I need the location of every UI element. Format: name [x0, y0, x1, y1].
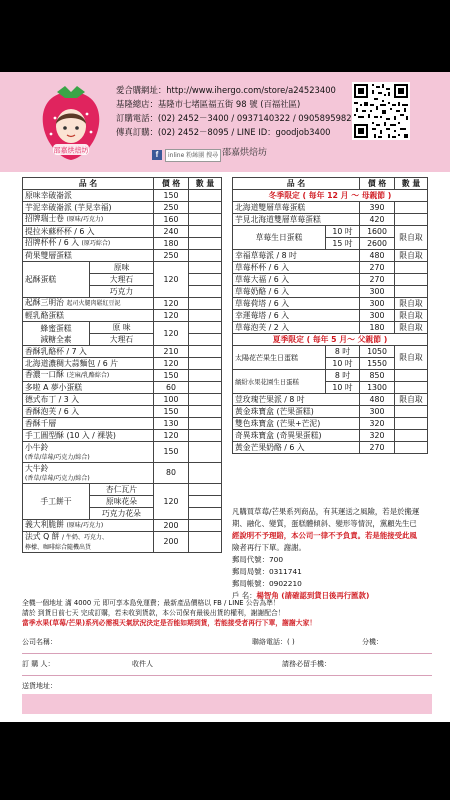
table-row: 北海道濃稠大蒜麵包 / 6 片 120: [23, 358, 222, 370]
phone-line: 訂購電話：(02) 2452－3400 / 0937140322 / 0905895982: [116, 113, 352, 123]
table-row: 芋見北海道雙層草莓蛋糕 420: [233, 214, 428, 226]
qty-cell[interactable]: [189, 382, 222, 394]
table-row: 手工圓型酥 (10 入 / 裸裝) 120: [23, 430, 222, 442]
table-row: 草莓泡芙 / 2 入 180 限自取: [233, 322, 428, 334]
qty-cell[interactable]: [189, 250, 222, 262]
address-field[interactable]: 送貨地址：: [22, 682, 57, 690]
qty-cell[interactable]: [189, 238, 222, 250]
table-row: 10 吋 1300: [233, 382, 428, 394]
account-holder: 楊智角 (請確認到貨日後再行匯款): [256, 591, 370, 600]
website-line: 愛合購網址：http://www.ihergo.com/store/a24523400: [116, 85, 336, 95]
order-form: [22, 632, 432, 698]
post-branch: 郵局局號：0311741: [232, 567, 302, 576]
price-list-sheet: [0, 72, 450, 722]
post-account: 郵局帳號：0902210: [232, 579, 302, 588]
orderer-field[interactable]: 訂 購 人：: [22, 660, 55, 668]
table-row: 手工餅干 杏仁瓦片 120: [23, 484, 222, 496]
qty-cell[interactable]: [395, 214, 428, 226]
table-row: 香酥泡芙 / 6 入 150: [23, 406, 222, 418]
qty-cell[interactable]: [189, 262, 222, 274]
qty-cell[interactable]: [395, 406, 428, 418]
qr-code-icon: [352, 82, 410, 140]
account-holder-label: 戶 名：: [232, 591, 257, 600]
table-row: 草莓生日蛋糕 10 吋 1600 限自取: [233, 226, 428, 238]
qty-cell[interactable]: [189, 370, 222, 382]
table-row: 香酥乳酪杯 / 7 入 210: [23, 346, 222, 358]
table-row: 大牛鈴 (香草/草莓/巧克力/綜合) 80: [23, 463, 222, 484]
table-row: 雙色珠寶盒 (芒果+芒泥) 320: [233, 418, 428, 430]
table-row: 原味花朵: [23, 496, 222, 508]
table-row: 法式 Q 餅 / 牛奶、巧克力、 檸檬、咖啡綜合隨機出貨 200: [23, 532, 222, 553]
qty-cell[interactable]: [189, 298, 222, 310]
qty-cell[interactable]: [395, 442, 428, 454]
table-row: 香酥千層 130: [23, 418, 222, 430]
table-row: 巧克力花朵: [23, 508, 222, 520]
qty-cell[interactable]: [189, 274, 222, 286]
qty-cell[interactable]: [189, 334, 222, 346]
free-shipping-note: 全機一個地址 滿 4000 元 即可享本島免運費；最新產品價格以 FB / LINE 公告為準！: [22, 599, 280, 607]
qty-cell[interactable]: [189, 406, 222, 418]
table-row: 太陽花芒果生日蛋糕 8 吋 1050 限自取: [233, 346, 428, 358]
qty-cell[interactable]: [189, 322, 222, 334]
table-row: 北海道雙層草莓蛋糕 390: [233, 202, 428, 214]
table-row: 大理石: [23, 334, 222, 346]
receiver-field[interactable]: 收件人: [132, 660, 153, 668]
table-row: 提拉米蘇杯杯 / 6 入 240: [23, 226, 222, 238]
table-row: 10 吋 1550: [233, 358, 428, 370]
col-qty-header-right: 數 量: [395, 178, 428, 190]
summer-limited-banner: 夏季限定 ( 每年 5 月～ 父親節 ): [233, 334, 428, 346]
qty-cell[interactable]: [189, 394, 222, 406]
table-row: 草莓大福 / 6 入 270: [233, 274, 428, 286]
col-qty-header: 數 量: [189, 178, 222, 190]
col-price-header-right: 價 格: [360, 178, 395, 190]
post-code: 郵局代號：700: [232, 555, 284, 564]
shop-name: 邵嘉烘焙坊: [222, 148, 268, 158]
header-banner: [0, 72, 450, 172]
fax-line: 傳真訂購：(02) 2452－8095 / LINE ID：goodjob3400: [116, 127, 331, 137]
table-row: 奇異珠寶盒 (奇異果蛋糕) 320: [233, 430, 428, 442]
table-row: 草莓荷塔 / 6 入 300 限自取: [233, 298, 428, 310]
qty-cell[interactable]: [189, 463, 222, 484]
table-row: 幸福草莓派 / 8 吋 480 限自取: [233, 250, 428, 262]
facebook-icon: f: [152, 150, 162, 160]
qty-cell[interactable]: [189, 214, 222, 226]
table-row: 原味幸破崙派 150: [23, 190, 222, 202]
table-row: 起酥蛋糕 原味 120: [23, 262, 222, 274]
qty-cell[interactable]: [189, 202, 222, 214]
col-name-header: 品 名: [23, 178, 154, 190]
table-row: 荷果雙層蛋糕 250: [23, 250, 222, 262]
qty-cell[interactable]: [395, 202, 428, 214]
qty-cell[interactable]: [189, 310, 222, 322]
qty-cell[interactable]: [395, 262, 428, 274]
table-row: 黃金珠寶盒 (芒果蛋糕) 300: [233, 406, 428, 418]
qty-cell[interactable]: [189, 226, 222, 238]
table-row: 小牛鈴 (香草/草莓/巧克力/綜合) 150: [23, 442, 222, 463]
form-row-company: [22, 632, 432, 654]
fruit-shipping-notice: 凡購買草莓/芒果系列商品，有其運送之風險，若是於搬運 期、融化、變質，蛋糕體傾斜、變形等情況，黨顧先生已 經說明不予理賠，本公司一律不予負責。若是能接受此風 險者再行下單。謝謝。 郵局代號：700 郵局局號：0311741 郵局帳號：0902210 戶 名：楊智角 (請確認到貨日後再行匯款): [232, 506, 422, 602]
qty-cell[interactable]: [189, 346, 222, 358]
strawberry-logo: [37, 84, 105, 162]
seasonal-fruit-note: 當季水果(草莓/芒果)系列必需視天氣狀況決定是否能如期到貨，若能接受者再行下單，謝謝大家！: [22, 619, 317, 627]
facebook-search-box: inline 粉絲團 搜尋: [165, 149, 221, 162]
logo-text: 邵嘉烘焙坊: [53, 146, 89, 155]
table-row: 輕乳酪蛋糕 120: [23, 310, 222, 322]
form-row-orderer: [22, 654, 432, 676]
table-row: 草莓奶酪 / 6 入 300: [233, 286, 428, 298]
qty-cell[interactable]: [189, 520, 222, 532]
table-row: 德式布丁 / 3 入 100: [23, 394, 222, 406]
product-table-left: [22, 177, 222, 553]
table-row: 招牌瑞士卷 (原味/巧克力) 160: [23, 214, 222, 226]
table-row: 義大利脆餅 (原味/巧克力) 200: [23, 520, 222, 532]
qty-cell[interactable]: [395, 370, 428, 382]
address-line: 基隆總店：基隆市七堵區福五街 98 號 (百福社區): [116, 99, 301, 109]
table-row: 起酥三明治 起司火腿肉鬆紅豆泥 120: [23, 298, 222, 310]
table-row: 蜂蜜蛋糕 減糖全素 原 味 120: [23, 322, 222, 334]
extension-field[interactable]: 分機：: [362, 638, 383, 646]
qty-cell[interactable]: [189, 430, 222, 442]
table-row: 芋泥幸破崙派 (芋見幸福) 250: [23, 202, 222, 214]
qty-cell[interactable]: [189, 532, 222, 553]
table-row: 黃金芒果奶酪 / 6 入 270: [233, 442, 428, 454]
table-row: 草莓杯杯 / 6 入 270: [233, 262, 428, 274]
qty-cell[interactable]: [395, 286, 428, 298]
table-row: 幸運莓塔 / 6 入 300 限自取: [233, 310, 428, 322]
qty-cell[interactable]: [189, 418, 222, 430]
company-field[interactable]: 公司名稱：: [22, 638, 57, 646]
table-row: 招牌杯杯 / 6 入 (原巧綜合) 180: [23, 238, 222, 250]
qty-cell[interactable]: [395, 430, 428, 442]
order-deadline-note: 請於 到貨日前七天 完成訂購，若未收到貨款，本公司保有最後出貨的權利，謝謝配合！: [22, 609, 285, 617]
table-row: 大理石: [23, 274, 222, 286]
table-row: 繽紛水果花園生日蛋糕 8 吋 850: [233, 370, 428, 382]
qty-cell[interactable]: [395, 382, 428, 394]
product-table-right: [232, 177, 428, 454]
winter-limited-banner: 冬季限定 ( 每年 12 月 ～ 母親節 ): [233, 190, 428, 202]
footer-band: [22, 694, 432, 714]
qty-cell[interactable]: [395, 418, 428, 430]
table-row: 多啦 A 夢小蛋糕 60: [23, 382, 222, 394]
table-row: 巧克力: [23, 286, 222, 298]
mobile-field[interactable]: 請務必留手機：: [282, 660, 331, 668]
col-price-header: 價 格: [154, 178, 189, 190]
contact-phone-field[interactable]: 聯絡電話：( ): [252, 638, 295, 646]
qty-cell[interactable]: [189, 190, 222, 202]
qty-cell[interactable]: [189, 484, 222, 496]
qty-cell[interactable]: [189, 442, 222, 463]
qty-cell[interactable]: [189, 508, 222, 520]
table-row: 香濃一口酥 (芝麻/乳酪綜合) 150: [23, 370, 222, 382]
table-row: 荳玫瑰芒果派 / 8 吋 480 限自取: [233, 394, 428, 406]
col-name-header-right: 品 名: [233, 178, 360, 190]
qty-cell[interactable]: [189, 286, 222, 298]
table-row: 15 吋 2600: [233, 238, 428, 250]
order-notes: [22, 598, 432, 628]
qty-cell[interactable]: [189, 358, 222, 370]
qty-cell[interactable]: [189, 496, 222, 508]
qty-cell[interactable]: [395, 274, 428, 286]
